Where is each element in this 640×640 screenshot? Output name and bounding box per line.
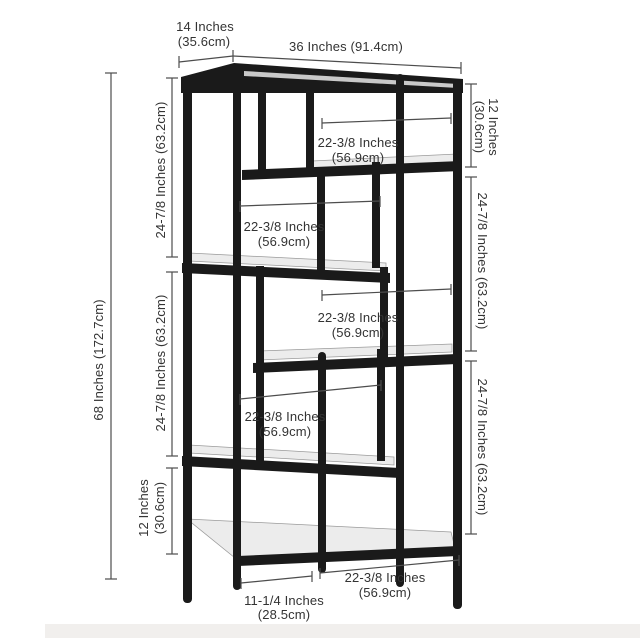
label-opening-mid-left-line1: 22-3/8 Inches — [243, 219, 325, 234]
label-depth-line1: 14 Inches — [176, 19, 234, 34]
label-overall-height: 68 Inches (172.7cm) — [91, 299, 106, 421]
label-left-lower-line2: (30.6cm) — [152, 481, 167, 535]
label-opening-mid-right-line2: (56.9cm) — [331, 325, 385, 340]
dim-line-opening-bottom-left — [241, 576, 312, 583]
label-opening-bottom-right-line1: 22-3/8 Inches — [344, 570, 426, 585]
label-opening-mid-right-line1: 22-3/8 Inches — [317, 310, 399, 325]
label-right-upper-line2: (30.6cm) — [472, 100, 487, 154]
label-width: 36 Inches (91.4cm) — [289, 39, 403, 54]
label-opening-lower-left-line1: 22-3/8 Inches — [244, 409, 326, 424]
divider-second-back — [372, 162, 380, 268]
divider-top-back — [306, 80, 314, 174]
label-opening-bottom-right-line2: (56.9cm) — [358, 585, 412, 600]
back-left-leg — [233, 64, 241, 590]
label-right-middle: 24-7/8 Inches (63.2cm) — [475, 192, 490, 330]
dim-line-opening-mid-left — [240, 201, 380, 206]
label-opening-top-right-line1: 22-3/8 Inches — [317, 135, 399, 150]
label-right-upper-line1: 12 Inches — [486, 98, 501, 156]
floor-shadow — [45, 624, 640, 638]
label-opening-top-right-line2: (56.9cm) — [331, 150, 385, 165]
label-opening-lower-left-line2: (56.9cm) — [258, 424, 312, 439]
front-right-post — [453, 80, 462, 609]
label-opening-bottom-left-line2: (28.5cm) — [257, 607, 311, 622]
label-left-upper: 24-7/8 Inches (63.2cm) — [153, 101, 168, 239]
label-left-lower-line1: 12 Inches — [136, 479, 151, 537]
divider-bottom-front — [318, 352, 326, 573]
label-right-lower: 24-7/8 Inches (63.2cm) — [475, 378, 490, 516]
divider-top-front — [258, 85, 266, 179]
back-right-leg — [396, 74, 404, 587]
label-opening-bottom-left-line1: 11-1/4 Inches — [244, 593, 324, 608]
label-opening-mid-left-line2: (56.9cm) — [257, 234, 311, 249]
label-left-middle: 24-7/8 Inches (63.2cm) — [153, 294, 168, 432]
dim-line-depth — [179, 56, 233, 62]
dim-line-opening-top-right — [322, 118, 451, 123]
front-left-post — [183, 77, 192, 603]
label-depth-line2: (35.6cm) — [177, 34, 231, 49]
